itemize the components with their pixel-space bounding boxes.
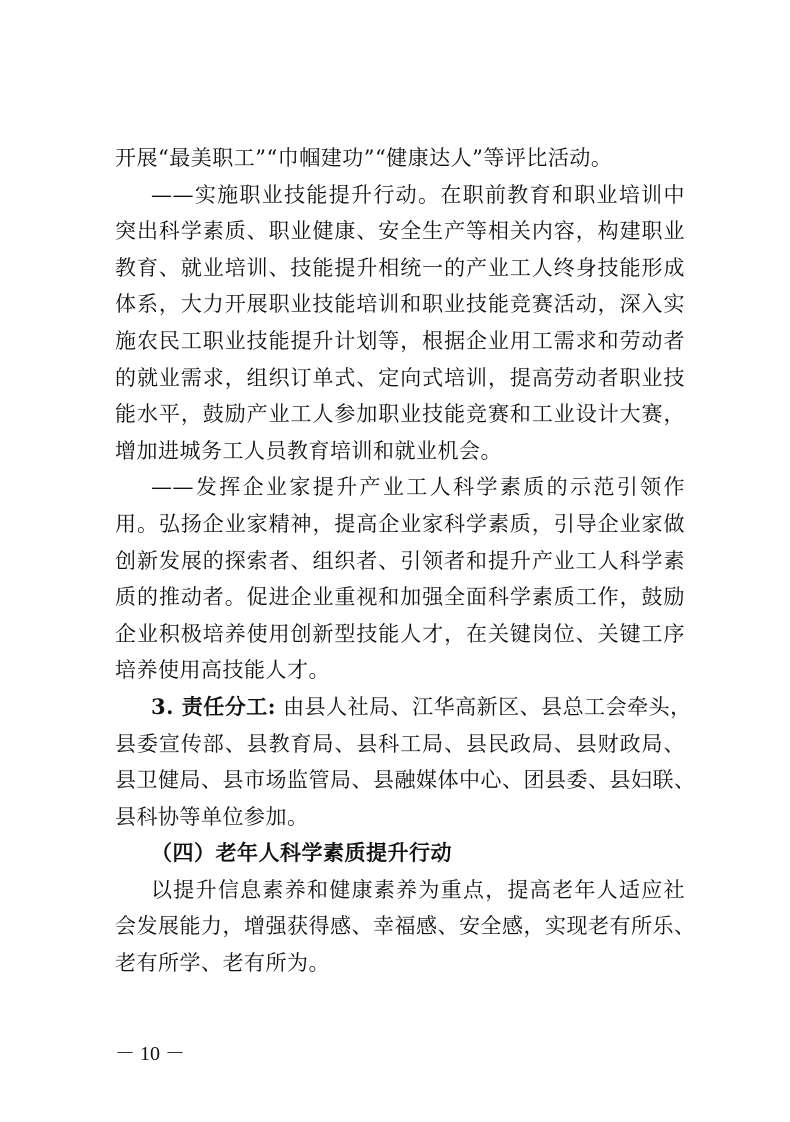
page-number: － 10 －: [115, 1043, 185, 1065]
body-line: 县委宣传部、县教育局、县科工局、县民政局、县财政局、: [115, 731, 685, 756]
body-line: 会发展能力，增强获得感、幸福感、安全感，实现老有所乐、: [115, 914, 696, 939]
body-line: 以提升信息素养和健康素养为重点，提高老年人适应社: [151, 877, 685, 902]
body-line: 体系，大力开展职业技能培训和职业技能竞赛活动，深入实: [115, 292, 685, 317]
responsibility-text: 由县人社局、江华高新区、县总工会牵头，: [276, 694, 692, 719]
body-line: 县卫健局、县市场监管局、县融媒体中心、团县委、县妇联、: [115, 768, 696, 793]
document-body: [115, 140, 696, 982]
body-line: 质的推动者。促进企业重视和加强全面科学素质工作，鼓励: [115, 585, 685, 610]
body-line: 能水平，鼓励产业工人参加职业技能竞赛和工业设计大赛，: [115, 402, 685, 427]
body-line: 开展“最美职工”“巾帼建功”“健康达人”等评比活动。: [115, 146, 613, 170]
body-line: 施农民工职业技能提升计划等，根据企业用工需求和劳动者: [115, 328, 685, 353]
body-line: 培养使用高技能人才。: [115, 658, 330, 683]
body-line: ——发挥企业家提升产业工人科学素质的示范引领作: [151, 475, 685, 500]
body-line: ——实施职业技能提升行动。在职前教育和职业培训中: [151, 182, 685, 207]
body-line: 县科协等单位参加。: [115, 804, 309, 829]
responsibility-line: [115, 689, 692, 726]
body-line: 创新发展的探索者、组织者、引领者和提升产业工人科学素: [115, 548, 685, 573]
body-line: 增加进城务工人员教育培训和就业机会。: [115, 438, 502, 463]
section-heading: （四）老年人科学素质提升行动: [151, 840, 452, 866]
body-line: 用。弘扬企业家精神，提高企业家科学素质，引导企业家做: [115, 511, 685, 536]
body-line: 老有所学、老有所为。: [115, 951, 330, 976]
body-line: 突出科学素质、职业健康、安全生产等相关内容，构建职业: [115, 219, 685, 244]
responsibility-label: 3. 责任分工:: [151, 693, 276, 719]
body-line: 企业积极培养使用创新型技能人才，在关键岗位、关键工序: [115, 621, 685, 646]
body-line: 的就业需求，组织订单式、定向式培训，提高劳动者职业技: [115, 365, 685, 390]
body-line: 教育、就业培训、技能提升相统一的产业工人终身技能形成: [115, 255, 685, 280]
